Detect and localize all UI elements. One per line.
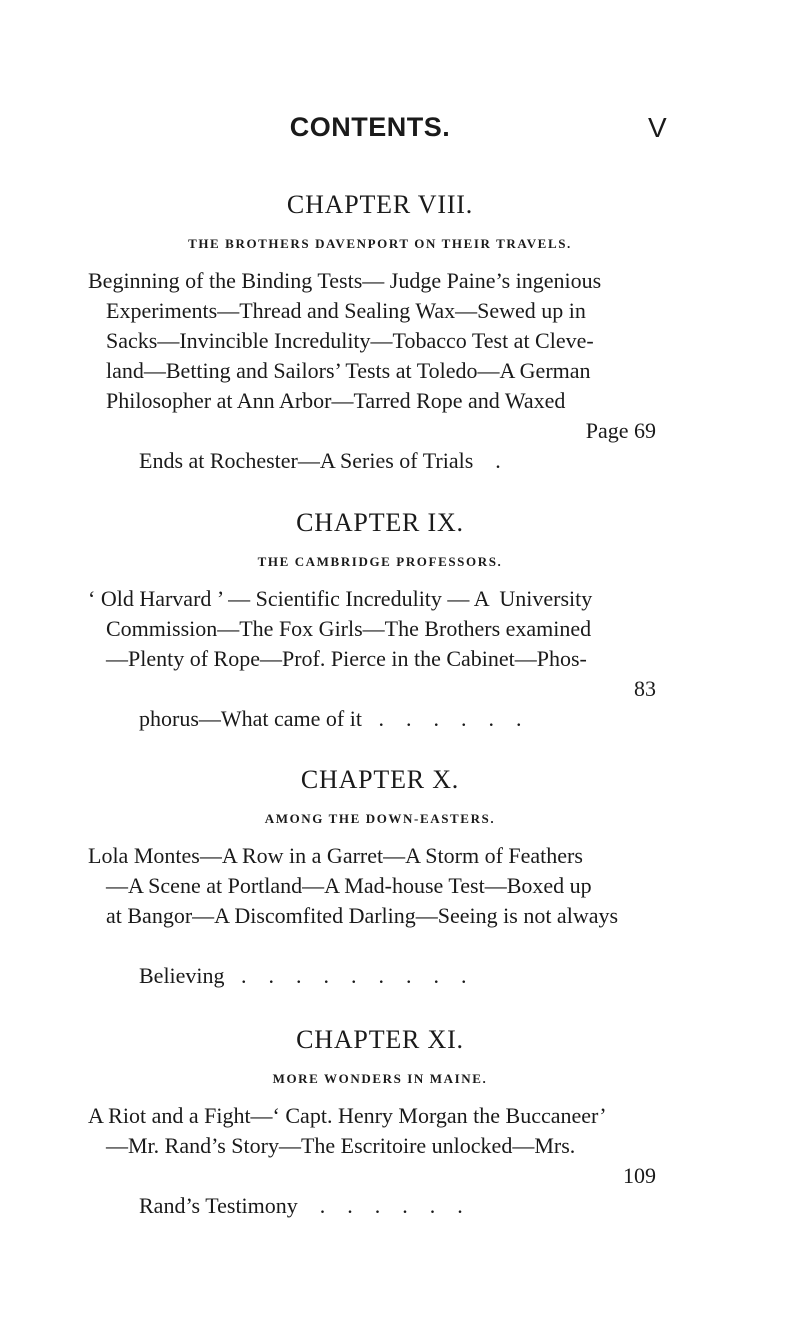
summary-line: A Riot and a Fight—‘ Capt. Henry Morgan the Buccaneer’: [88, 1103, 607, 1128]
chapter-ix-entry: [0, 508, 800, 731]
summary-line-text: Believing . . . . . . . . .: [139, 963, 467, 988]
chapter-heading: CHAPTER XI.: [296, 1025, 464, 1054]
chapter-heading: CHAPTER VIII.: [286, 190, 474, 219]
page-reference: 109: [623, 1163, 656, 1188]
summary-line-last: [88, 1161, 656, 1218]
chapter-summary: [88, 584, 656, 731]
summary-line: Experiments—Thread and Sealing Wax—Sewed up in: [106, 298, 586, 323]
summary-line-text: Ends at Rochester—A Series of Trials .: [139, 448, 501, 473]
summary-line: —Plenty of Rope—Prof. Pierce in the Cabinet—Phos-: [106, 646, 587, 671]
chapter-summary: [88, 1101, 656, 1218]
chapter-subtitle: MORE WONDERS IN MAINE.: [272, 1071, 488, 1086]
summary-line: Lola Montes—A Row in a Garret—A Storm of Feathers: [88, 843, 583, 868]
page-title: CONTENTS.: [289, 112, 451, 142]
page-reference: 83: [634, 676, 656, 701]
chapter-summary: [88, 841, 656, 988]
summary-line-last: [88, 931, 656, 988]
summary-line: ‘ Old Harvard ’ — Scientific Incredulity — A University: [88, 586, 593, 611]
summary-line: Beginning of the Binding Tests— Judge Paine’s ingenious: [88, 268, 602, 293]
chapter-viii-entry: [0, 190, 800, 473]
summary-line-text: phorus—What came of it . . . . . .: [139, 706, 522, 731]
page-number: V: [648, 112, 667, 143]
chapter-xi-entry: [0, 1025, 800, 1218]
chapter-subtitle: THE CAMBRIDGE PROFESSORS.: [257, 554, 503, 569]
chapter-heading: CHAPTER X.: [300, 765, 460, 794]
summary-line: —Mr. Rand’s Story—The Escritoire unlocked—Mrs.: [106, 1133, 576, 1158]
summary-line: Commission—The Fox Girls—The Brothers examined: [106, 616, 592, 641]
page-reference: Page 69: [585, 418, 656, 443]
chapter-summary: [88, 266, 656, 473]
summary-line: Philosopher at Ann Arbor—Tarred Rope and Waxed: [106, 388, 566, 413]
summary-line: Sacks—Invincible Incredulity—Tobacco Test at Cleve-: [106, 328, 594, 353]
summary-line-text: Rand’s Testimony . . . . . .: [139, 1193, 463, 1218]
summary-line: —A Scene at Portland—A Mad-house Test—Boxed up: [106, 873, 592, 898]
chapter-x-entry: [0, 765, 800, 988]
chapter-heading: CHAPTER IX.: [296, 508, 464, 537]
summary-line-last: [88, 674, 656, 731]
summary-line: land—Betting and Sailors’ Tests at Toledo—A German: [106, 358, 591, 383]
running-head: [0, 112, 800, 156]
chapter-subtitle: AMONG THE DOWN-EASTERS.: [264, 811, 496, 826]
summary-line-last: [88, 416, 656, 473]
summary-line: at Bangor—A Discomfited Darling—Seeing is not always: [106, 903, 619, 928]
chapter-subtitle: THE BROTHERS DAVENPORT ON THEIR TRAVELS.: [188, 236, 572, 251]
